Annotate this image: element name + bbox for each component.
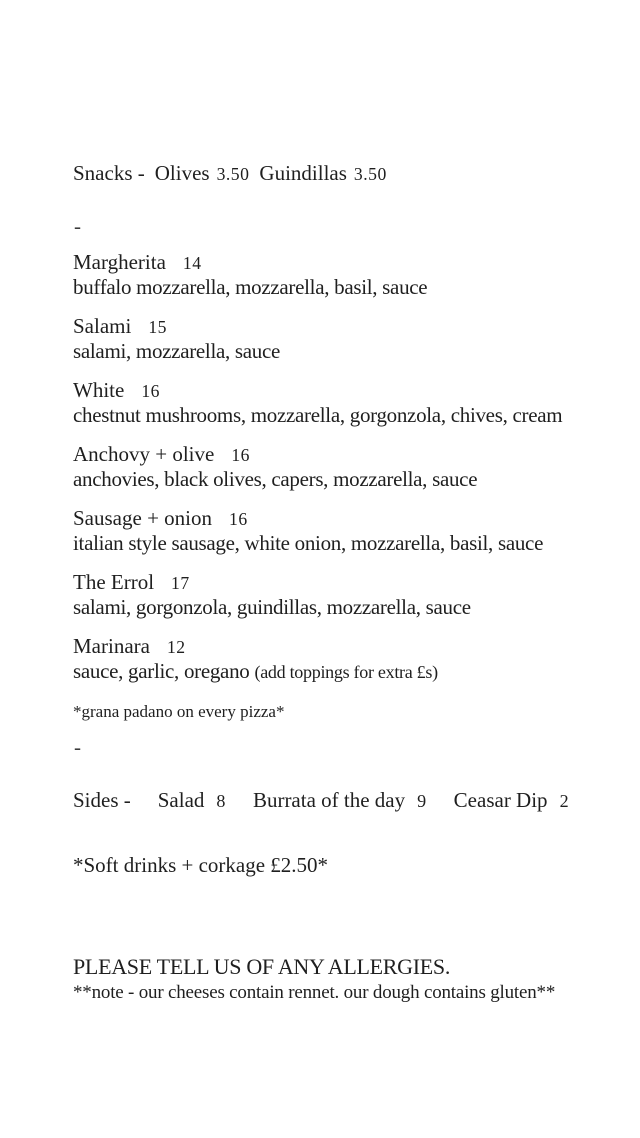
snack-price: 3.50 — [353, 164, 387, 184]
pizza-description — [73, 404, 567, 428]
pizza-name-line — [73, 569, 567, 596]
pizza-price: 12 — [166, 637, 186, 657]
pizza-name: Margherita — [73, 250, 166, 274]
pizza-description-text: chestnut mushrooms, mozzarella, gorgonzola, chives, cream — [73, 403, 563, 427]
section-divider: - — [74, 735, 81, 759]
side-price: 2 — [559, 791, 570, 811]
allergies-note: **note - our cheeses contain rennet. our dough contains gluten** — [73, 982, 556, 1003]
pizza-description — [73, 660, 567, 684]
pizza-note: *grana padano on every pizza* — [73, 702, 285, 721]
pizza-name-line — [73, 505, 567, 532]
pizza-price: 16 — [141, 381, 160, 401]
side-item — [253, 788, 427, 812]
pizza-item — [73, 505, 567, 569]
pizza-item — [73, 569, 567, 633]
side-name: Burrata of the day — [252, 788, 406, 812]
side-price: 8 — [216, 791, 226, 811]
snack-item — [155, 161, 250, 185]
pizza-name: The Errol — [73, 570, 155, 594]
pizza-description-text: salami, mozzarella, sauce — [73, 339, 281, 363]
pizza-name: Marinara — [73, 634, 150, 658]
pizza-item — [73, 441, 567, 505]
pizza-price: 14 — [182, 253, 202, 273]
side-price: 9 — [417, 791, 427, 811]
pizza-price: 16 — [229, 509, 248, 529]
allergies-title: PLEASE TELL US OF ANY ALLERGIES. — [73, 954, 451, 979]
drinks-note: *Soft drinks + corkage £2.50* — [73, 853, 329, 877]
pizza-description — [73, 276, 567, 300]
pizza-description-note: (add toppings for extra £s) — [254, 662, 438, 682]
pizza-name: Sausage + onion — [73, 506, 212, 530]
pizza-item — [73, 633, 567, 697]
pizza-description — [73, 532, 567, 556]
snack-item — [259, 161, 386, 185]
pizza-description — [73, 596, 567, 620]
snack-name: Olives — [154, 161, 210, 185]
pizza-description-text: sauce, garlic, oregano — [73, 659, 250, 683]
pizza-name: Salami — [73, 314, 132, 338]
pizza-item — [73, 377, 567, 441]
pizza-description-text: salami, gorgonzola, guindillas, mozzarella, sauce — [73, 595, 471, 619]
pizza-description — [73, 340, 567, 364]
side-item — [158, 788, 226, 812]
pizza-name: White — [73, 378, 125, 402]
pizza-name-line — [73, 441, 567, 468]
sides-line — [73, 787, 569, 815]
pizza-item — [73, 249, 567, 313]
pizza-name-line — [73, 313, 567, 340]
snacks-line — [73, 160, 387, 187]
pizza-description-text: buffalo mozzarella, mozzarella, basil, sauce — [73, 275, 428, 299]
sides-label: Sides - — [73, 788, 131, 812]
pizza-list — [73, 249, 567, 697]
pizza-price: 16 — [231, 445, 250, 465]
pizza-description-text: italian style sausage, white onion, mozzarella, basil, sauce — [73, 531, 544, 555]
allergies-block — [73, 953, 555, 1005]
pizza-name-line — [73, 249, 567, 276]
snack-price: 3.50 — [216, 164, 250, 184]
pizza-price: 15 — [148, 317, 167, 337]
pizza-name-line — [73, 377, 567, 404]
section-divider: - — [74, 214, 81, 238]
snacks-label: Snacks - — [73, 161, 145, 185]
snack-name: Guindillas — [259, 161, 347, 185]
side-item — [454, 788, 569, 812]
side-name: Ceasar Dip — [453, 788, 548, 812]
side-name: Salad — [157, 788, 205, 812]
pizza-description-text: anchovies, black olives, capers, mozzarella, sauce — [73, 467, 478, 491]
pizza-description — [73, 468, 567, 492]
pizza-price: 17 — [171, 573, 190, 593]
pizza-name-line — [73, 633, 567, 660]
pizza-item — [73, 313, 567, 377]
pizza-name: Anchovy + olive — [73, 442, 215, 466]
